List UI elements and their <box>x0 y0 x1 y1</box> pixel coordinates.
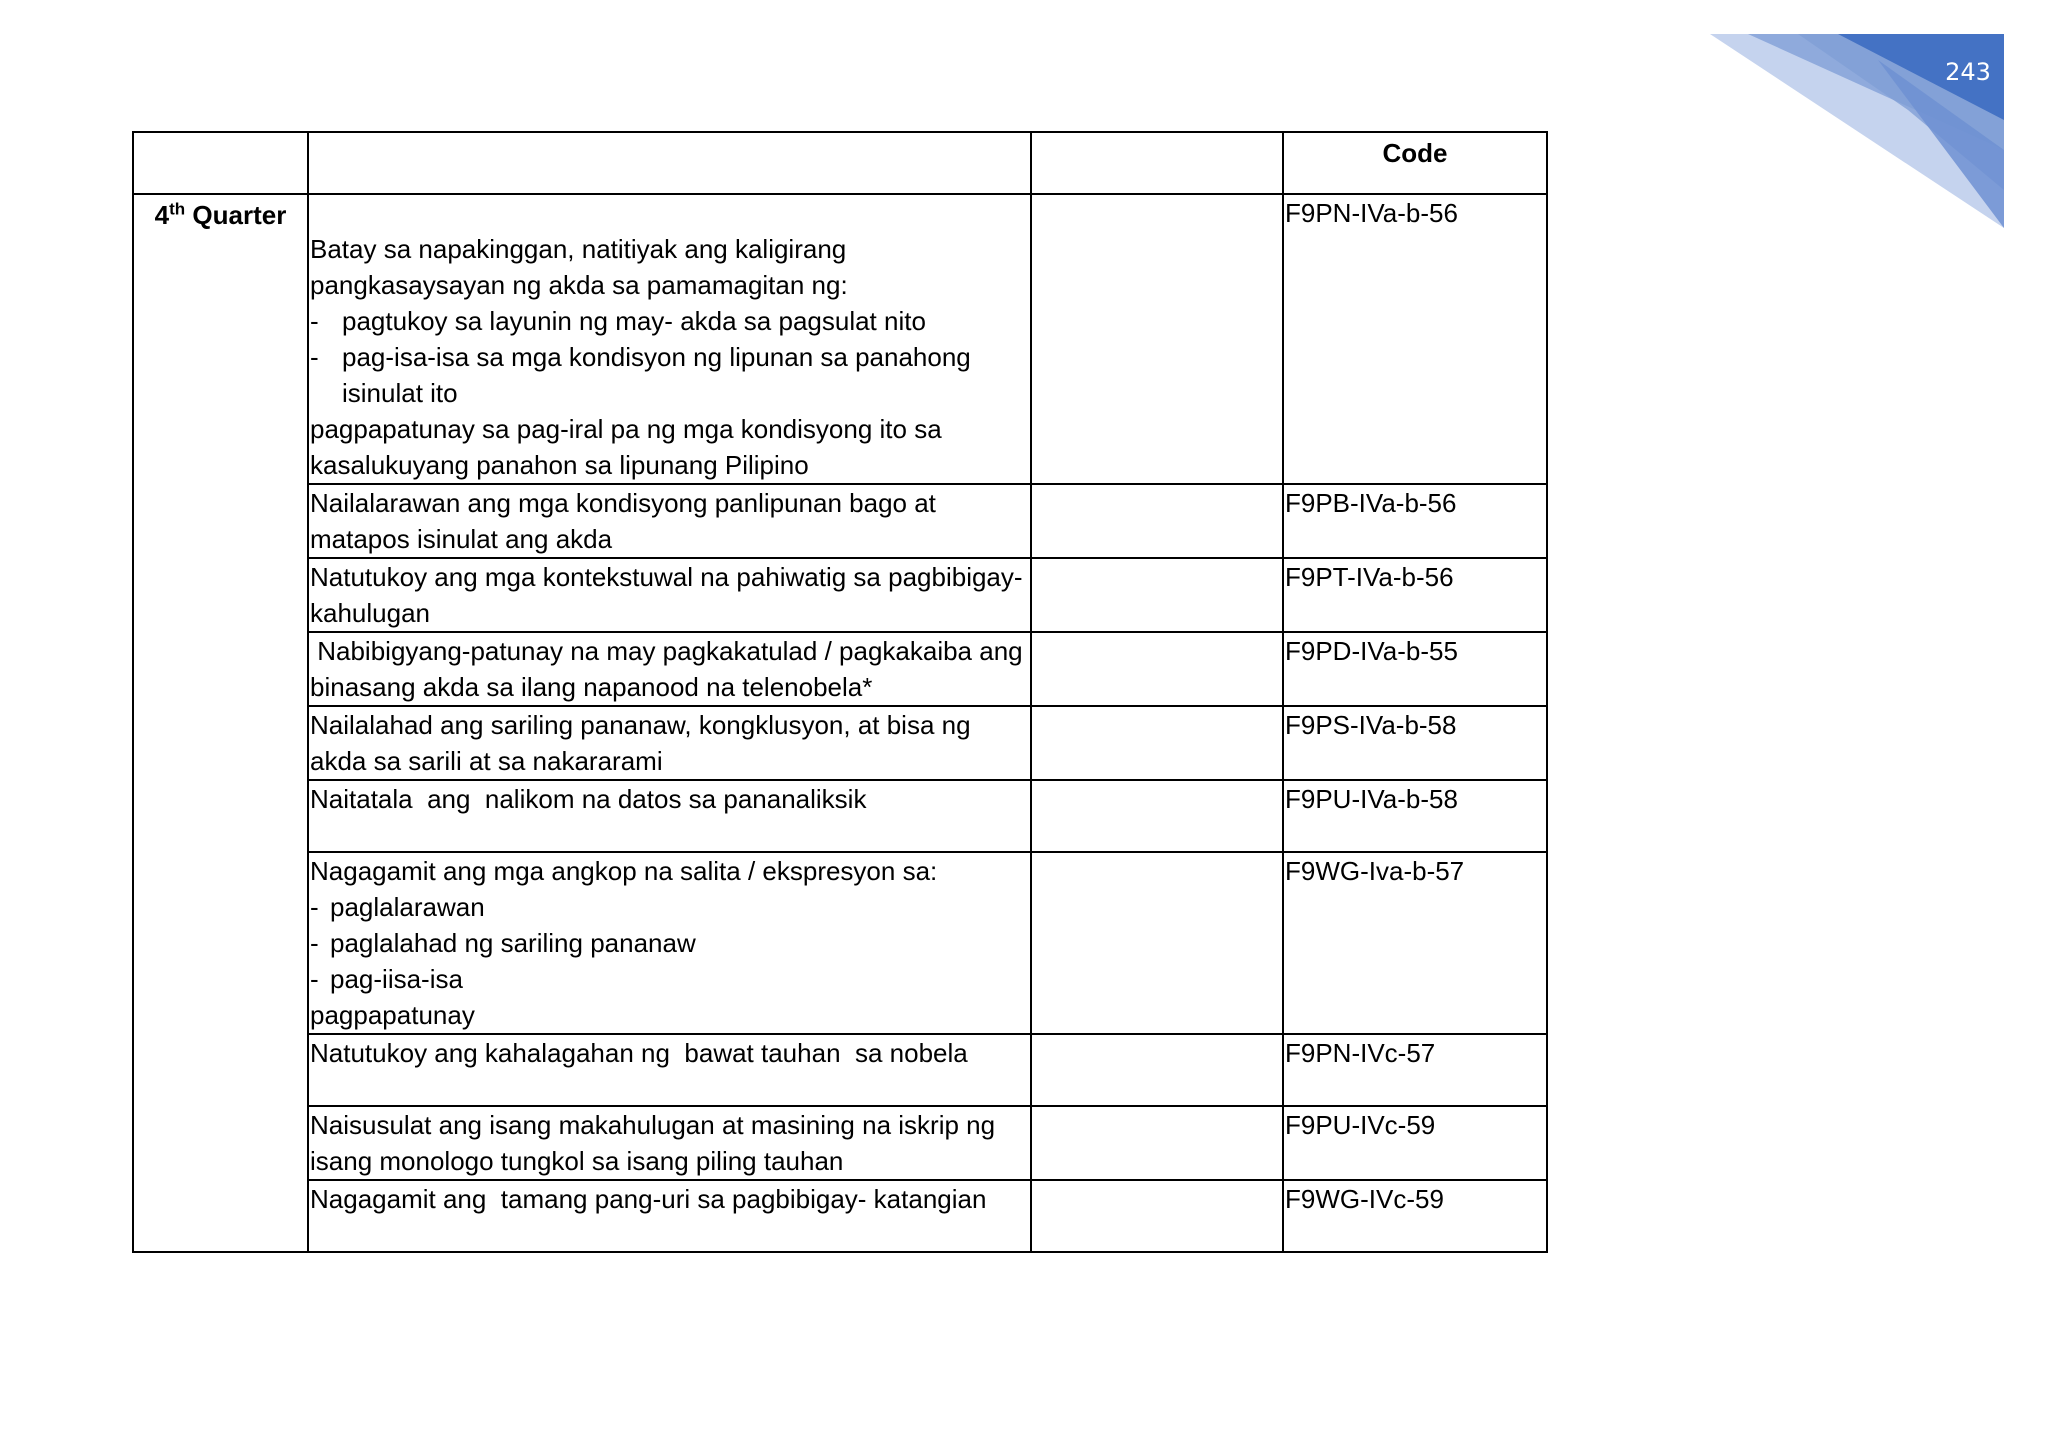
table-row <box>133 194 1547 484</box>
list-item: - pagtukoy sa layunin ng may- akda sa pagsulat nito <box>310 306 926 336</box>
list-item: - pag-iisa-isa <box>310 964 463 994</box>
code-cell: F9PU-IVc-59 <box>1283 1106 1547 1180</box>
code-cell: F9PS-IVa-b-58 <box>1283 706 1547 780</box>
table-row <box>133 484 1547 558</box>
competency-intro: Batay sa napakinggan, natitiyak ang kaligirang pangkasaysayan ng akda sa pamamagitan ng: <box>310 234 848 300</box>
competency-cell <box>308 194 1031 484</box>
empty-cell <box>1031 1180 1283 1252</box>
competency-intro: Nagagamit ang mga angkop na salita / ekspresyon sa: <box>310 856 938 886</box>
table-row <box>133 558 1547 632</box>
empty-cell <box>1031 558 1283 632</box>
code-cell: F9PU-IVa-b-58 <box>1283 780 1547 852</box>
empty-cell <box>1031 194 1283 484</box>
competency-cell: Natutukoy ang mga kontekstuwal na pahiwatig sa pagbibigay-kahulugan <box>308 558 1031 632</box>
corner-decoration <box>1708 0 2048 260</box>
competency-outro: pagpapatunay <box>310 1000 475 1030</box>
list-item: - paglalarawan <box>310 892 485 922</box>
list-item: - pag-isa-isa sa mga kondisyon ng lipunan sa panahong isinulat ito <box>310 342 971 408</box>
table-row <box>133 1106 1547 1180</box>
empty-cell <box>1031 632 1283 706</box>
competency-outro: pagpapatunay sa pag-iral pa ng mga kondisyong ito sa kasalukuyang panahon sa lipunang Pilipino <box>310 414 942 480</box>
competency-cell: Nailalahad ang sariling pananaw, kongklusyon, at bisa ng akda sa sarili at sa nakararami <box>308 706 1031 780</box>
table-header-row <box>133 132 1547 194</box>
empty-cell <box>1031 1106 1283 1180</box>
code-cell: F9PD-IVa-b-55 <box>1283 632 1547 706</box>
empty-cell <box>1031 780 1283 852</box>
empty-cell <box>1031 1034 1283 1106</box>
list-item: - paglalahad ng sariling pananaw <box>310 928 696 958</box>
table-row <box>133 852 1547 1034</box>
empty-cell <box>1031 706 1283 780</box>
code-cell: F9WG-Iva-b-57 <box>1283 852 1547 1034</box>
empty-cell <box>1031 852 1283 1034</box>
competency-cell: Natutukoy ang kahalagahan ng bawat tauhan sa nobela <box>308 1034 1031 1106</box>
competency-cell: Naitatala ang nalikom na datos sa pananaliksik <box>308 780 1031 852</box>
table-row <box>133 1034 1547 1106</box>
quarter-label: 4th Quarter <box>133 194 308 1252</box>
competency-cell: Nagagamit ang tamang pang-uri sa pagbibigay- katangian <box>308 1180 1031 1252</box>
competency-cell: Nailalarawan ang mga kondisyong panlipunan bago at matapos isinulat ang akda <box>308 484 1031 558</box>
code-cell: F9PN-IVc-57 <box>1283 1034 1547 1106</box>
competency-cell: Nabibigyang-patunay na may pagkakatulad / pagkakaiba ang binasang akda sa ilang napanood na telenobela* <box>308 632 1031 706</box>
competency-cell: Naisusulat ang isang makahulugan at masining na iskrip ng isang monologo tungkol sa isang piling tauhan <box>308 1106 1031 1180</box>
header-cell-empty <box>133 132 308 194</box>
curriculum-table <box>132 131 1548 1253</box>
competency-cell <box>308 852 1031 1034</box>
code-cell: F9PN-IVa-b-56 <box>1283 194 1547 484</box>
table-row <box>133 706 1547 780</box>
empty-cell <box>1031 484 1283 558</box>
page-number: 243 <box>1945 58 1991 86</box>
table-row <box>133 1180 1547 1252</box>
table-row <box>133 780 1547 852</box>
header-cell-empty <box>1031 132 1283 194</box>
code-column-header: Code <box>1283 132 1547 194</box>
header-cell-empty <box>308 132 1031 194</box>
code-cell: F9PT-IVa-b-56 <box>1283 558 1547 632</box>
code-cell: F9WG-IVc-59 <box>1283 1180 1547 1252</box>
table-row <box>133 632 1547 706</box>
code-cell: F9PB-IVa-b-56 <box>1283 484 1547 558</box>
